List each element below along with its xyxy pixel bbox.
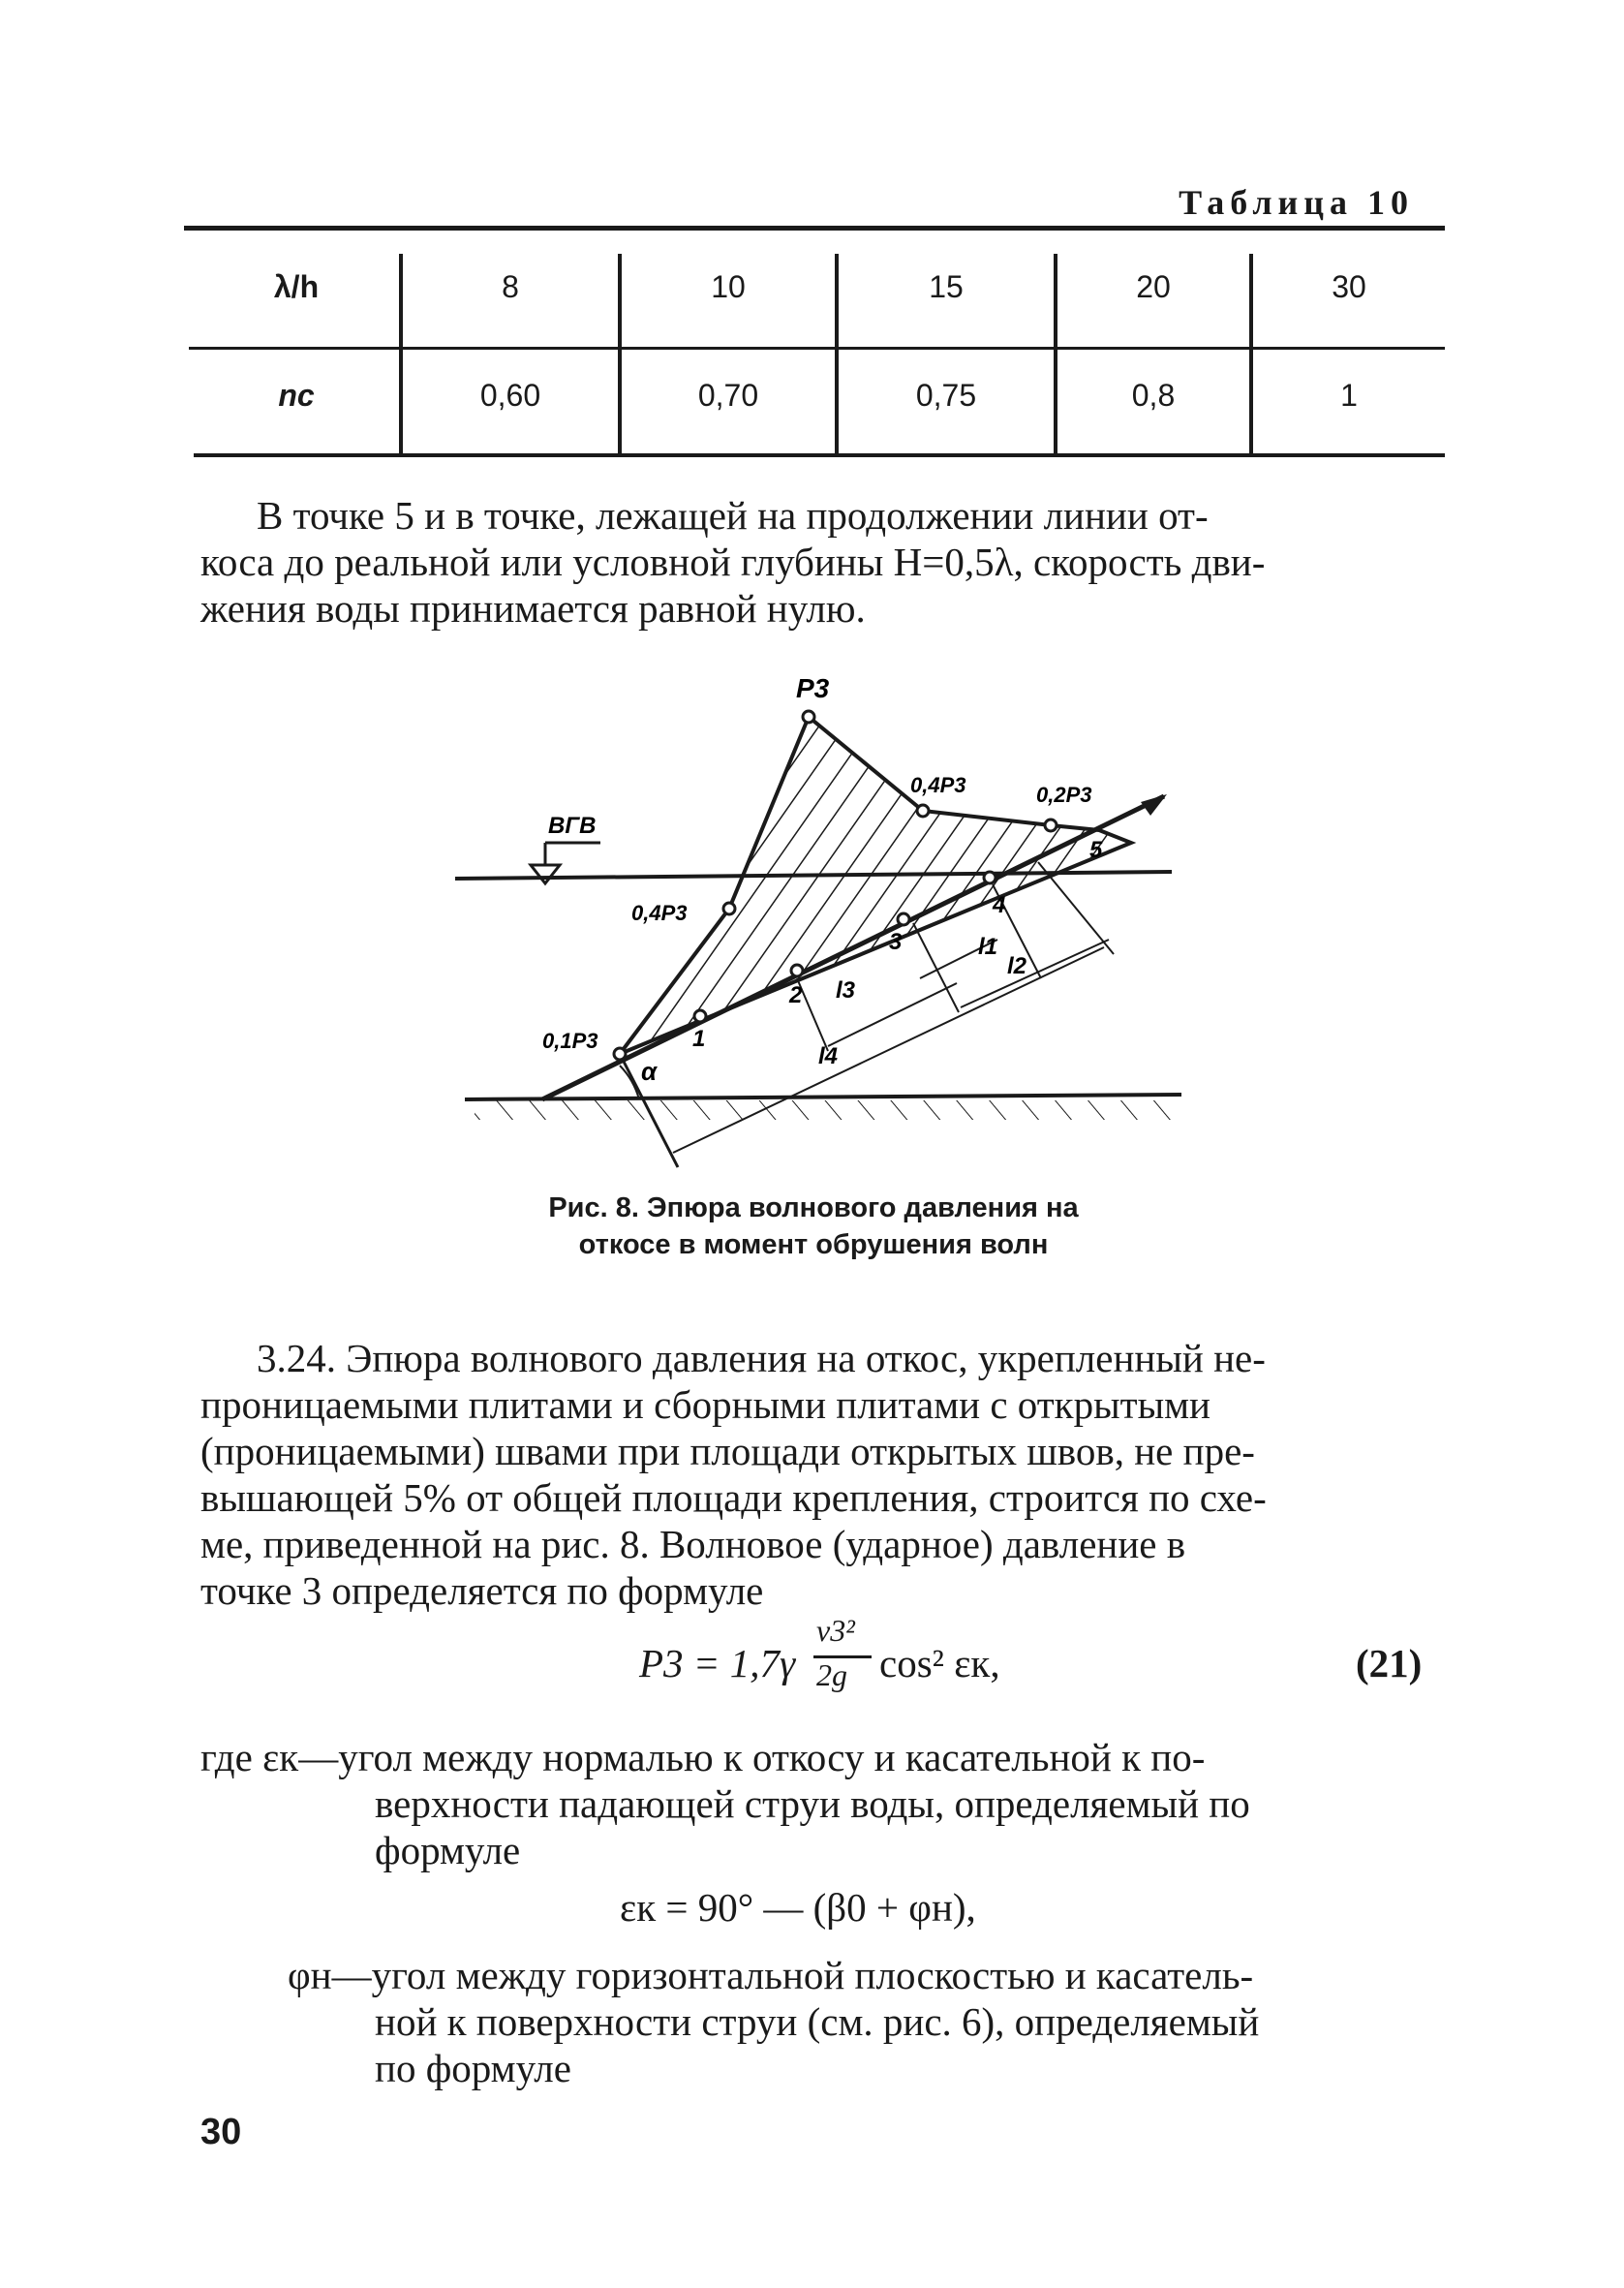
table-header-cell: 10 — [711, 269, 746, 304]
point-marker — [723, 903, 735, 914]
table-cell: 0,75 — [915, 378, 977, 413]
text-line: проницаемыми плитами и сборными плитами с открытыми — [200, 1382, 1210, 1427]
text-line: где εк—угол между нормалью к откосу и касательной к по- — [200, 1735, 1206, 1779]
point-marker — [803, 711, 814, 723]
text-line: ной к поверхности струи (см. рис. 6), определяемый — [375, 1999, 1260, 2044]
formula-denominator: 2g — [816, 1657, 847, 1692]
table-cell: 1 — [1340, 378, 1358, 413]
label-0-4p3-upper: 0,4P3 — [910, 773, 966, 797]
seabed-line — [465, 1095, 1181, 1099]
page-number: 30 — [200, 2112, 242, 2152]
label-point-3: 3 — [889, 929, 903, 955]
table-header-cell: 15 — [929, 269, 964, 304]
point-marker — [917, 805, 929, 817]
table-header-cell: 8 — [502, 269, 519, 304]
normal-line — [913, 923, 959, 1012]
text-line: жения воды принимается равной нулю. — [200, 586, 866, 631]
formula-epsilon: εк = 90° — (β0 + φн), — [620, 1885, 976, 1930]
text-line: по формуле — [375, 2046, 571, 2090]
point-marker — [1045, 819, 1057, 831]
table-caption: Таблица 10 — [1179, 183, 1414, 222]
formula-21 — [639, 1613, 1433, 1719]
text-line: коса до реальной или условной глубины H=0,5λ, скорость дви- — [200, 540, 1266, 584]
figure-caption-line: Рис. 8. Эпюра волнового давления на — [548, 1192, 1079, 1223]
table-cell: nc — [278, 378, 315, 413]
label-l2: l2 — [1007, 953, 1027, 979]
water-level-label: ВГВ — [548, 813, 597, 839]
figure-caption — [426, 1190, 1201, 1263]
table-cell: 0,70 — [697, 378, 759, 413]
formula-lhs: P3 = 1,7γ — [639, 1641, 796, 1685]
label-0-4p3-left: 0,4P3 — [631, 901, 688, 925]
label-point-4: 4 — [993, 892, 1006, 918]
text-line: формуле — [375, 1828, 521, 1872]
label-point-2: 2 — [789, 982, 803, 1008]
table-header-cell: λ/h — [273, 269, 320, 304]
label-0-1p3: 0,1P3 — [542, 1029, 598, 1053]
text-line: 3.24. Эпюра волнового давления на откос, укрепленный не- — [257, 1336, 1266, 1380]
label-point-5: 5 — [1089, 837, 1103, 863]
text-line: φн—угол между горизонтальной плоскостью и касатель- — [288, 1953, 1254, 1997]
pressure-epure — [620, 717, 1131, 1054]
label-l3: l3 — [836, 977, 856, 1004]
water-level-marker — [531, 813, 600, 883]
point-marker — [984, 872, 996, 883]
text-line: (проницаемыми) швами при площади открытых швов, не пре- — [200, 1429, 1255, 1473]
label-p3: P3 — [796, 673, 830, 703]
label-alpha: α — [641, 1057, 658, 1086]
text-line: В точке 5 и в точке, лежащей на продолжении линии от- — [257, 493, 1209, 538]
definition-phi — [288, 1952, 1425, 2091]
normal-line — [1038, 862, 1114, 954]
formula-rhs: cos² εк, — [879, 1641, 1000, 1685]
label-l1: l1 — [978, 934, 998, 960]
label-0-2p3: 0,2P3 — [1036, 783, 1092, 807]
ground-hatch — [475, 1100, 1172, 1120]
figure-caption-line: откосе в момент обрушения волн — [578, 1229, 1049, 1260]
text-line: ме, приведенной на рис. 8. Волновое (ударное) давление в — [200, 1522, 1186, 1566]
text-line: точке 3 определяется по формуле — [200, 1568, 764, 1613]
definition-epsilon — [200, 1734, 1425, 1873]
point-marker — [791, 965, 803, 976]
point-marker — [694, 1010, 706, 1022]
formula-number: (21) — [1356, 1641, 1423, 1685]
table-cell: 0,8 — [1131, 378, 1176, 413]
point-marker — [898, 913, 909, 925]
text-line: вышающей 5% от общей площади крепления, строится по схе- — [200, 1475, 1267, 1520]
table-cell: 0,60 — [479, 378, 541, 413]
table-header-cell: 30 — [1332, 269, 1366, 304]
slope-arrow — [1141, 794, 1167, 816]
table-header-cell: 20 — [1136, 269, 1171, 304]
point-marker — [614, 1048, 626, 1060]
text-line: верхности падающей струи воды, определяемый по — [375, 1781, 1250, 1826]
section-3-24 — [200, 1335, 1425, 1614]
label-l4: l4 — [818, 1043, 839, 1069]
formula-numerator: v3² — [816, 1613, 855, 1648]
label-point-1: 1 — [692, 1026, 706, 1052]
